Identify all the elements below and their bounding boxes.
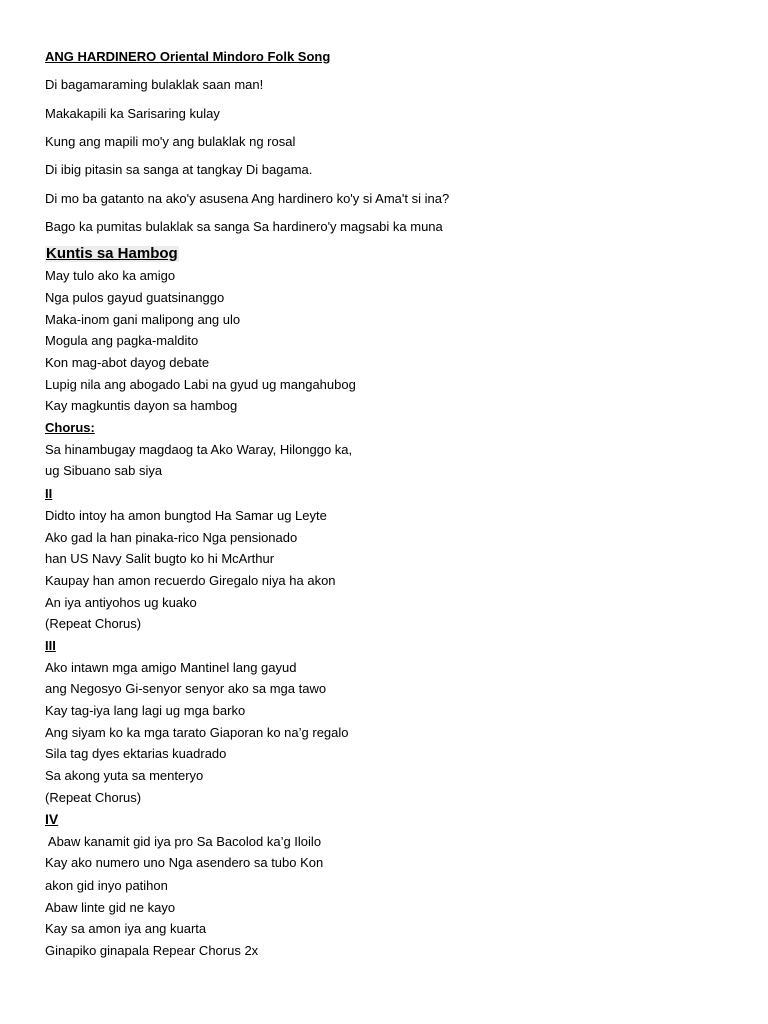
chorus-line: ug Sibuano sab siya (45, 463, 163, 478)
verse3-line: Sa akong yuta sa menteryo (45, 768, 204, 783)
verse2-line: Kaupay han amon recuerdo Giregalo niya ha akon (45, 573, 336, 588)
song1-line: Bago ka pumitas bulaklak sa sanga Sa hardinero'y magsabi ka muna (45, 219, 443, 234)
verse4-line: Kay ako numero uno Nga asendero sa tubo Kon (45, 855, 324, 870)
verse3-line: Ang siyam ko ka mga tarato Giaporan ko na’g regalo (45, 725, 349, 740)
song1-title: ANG HARDINERO Oriental Mindoro Folk Song (45, 49, 331, 64)
verse1-line: Kon mag-abot dayog debate (45, 355, 210, 370)
verse4-line: Abaw linte gid ne kayo (45, 900, 176, 915)
verse1-line: Mogula ang pagka-maldito (45, 333, 199, 348)
verse1-line: Nga pulos gayud guatsinanggo (45, 290, 225, 305)
song1-line: Di mo ba gatanto na ako'y asusena Ang hardinero ko'y si Ama't si ina? (45, 191, 450, 206)
verse3-line: Kay tag-iya lang lagi ug mga barko (45, 703, 246, 718)
chorus-line: Sa hinambugay magdaog ta Ako Waray, Hilonggo ka, (45, 442, 353, 457)
repeat-chorus: (Repeat Chorus) (45, 790, 142, 805)
chorus-label: Chorus: (45, 420, 95, 435)
verse2-label: II (45, 486, 53, 501)
verse3-label: III (45, 638, 56, 653)
verse4-line: Ginapiko ginapala Repear Chorus 2x (45, 943, 259, 958)
verse4-line: Kay sa amon iya ang kuarta (45, 921, 207, 936)
verse3-line: ang Negosyo Gi-senyor senyor ako sa mga tawo (45, 681, 327, 696)
song1-line: Di bagamaraming bulaklak saan man! (45, 77, 264, 92)
song1-line: Di ibig pitasin sa sanga at tangkay Di bagama. (45, 162, 313, 177)
verse3-line: Ako intawn mga amigo Mantinel lang gayud (45, 660, 297, 675)
song2-title: Kuntis sa Hambog (46, 245, 178, 262)
verse4-line: Abaw kanamit gid iya pro Sa Bacolod ka’g Iloilo (45, 834, 322, 849)
verse1-line: May tulo ako ka amigo (45, 268, 176, 283)
verse2-line: An iya antiyohos ug kuako (45, 595, 197, 610)
verse4-label: IV (45, 811, 59, 827)
verse4-line: akon gid inyo patihon (45, 878, 168, 893)
verse2-line: Ako gad la han pinaka-rico Nga pensionado (45, 530, 298, 545)
verse1-line: Kay magkuntis dayon sa hambog (45, 398, 238, 413)
verse2-line: Didto intoy ha amon bungtod Ha Samar ug Leyte (45, 508, 327, 523)
verse1-line: Lupig nila ang abogado Labi na gyud ug mangahubog (45, 377, 356, 392)
verse1-line: Maka-inom gani malipong ang ulo (45, 312, 241, 327)
repeat-chorus: (Repeat Chorus) (45, 616, 142, 631)
verse3-line: Sila tag dyes ektarias kuadrado (45, 746, 227, 761)
verse2-line: han US Navy Salit bugto ko hi McArthur (45, 551, 275, 566)
song1-line: Makakapili ka Sarisaring kulay (45, 106, 220, 121)
song1-line: Kung ang mapili mo'y ang bulaklak ng rosal (45, 134, 296, 149)
